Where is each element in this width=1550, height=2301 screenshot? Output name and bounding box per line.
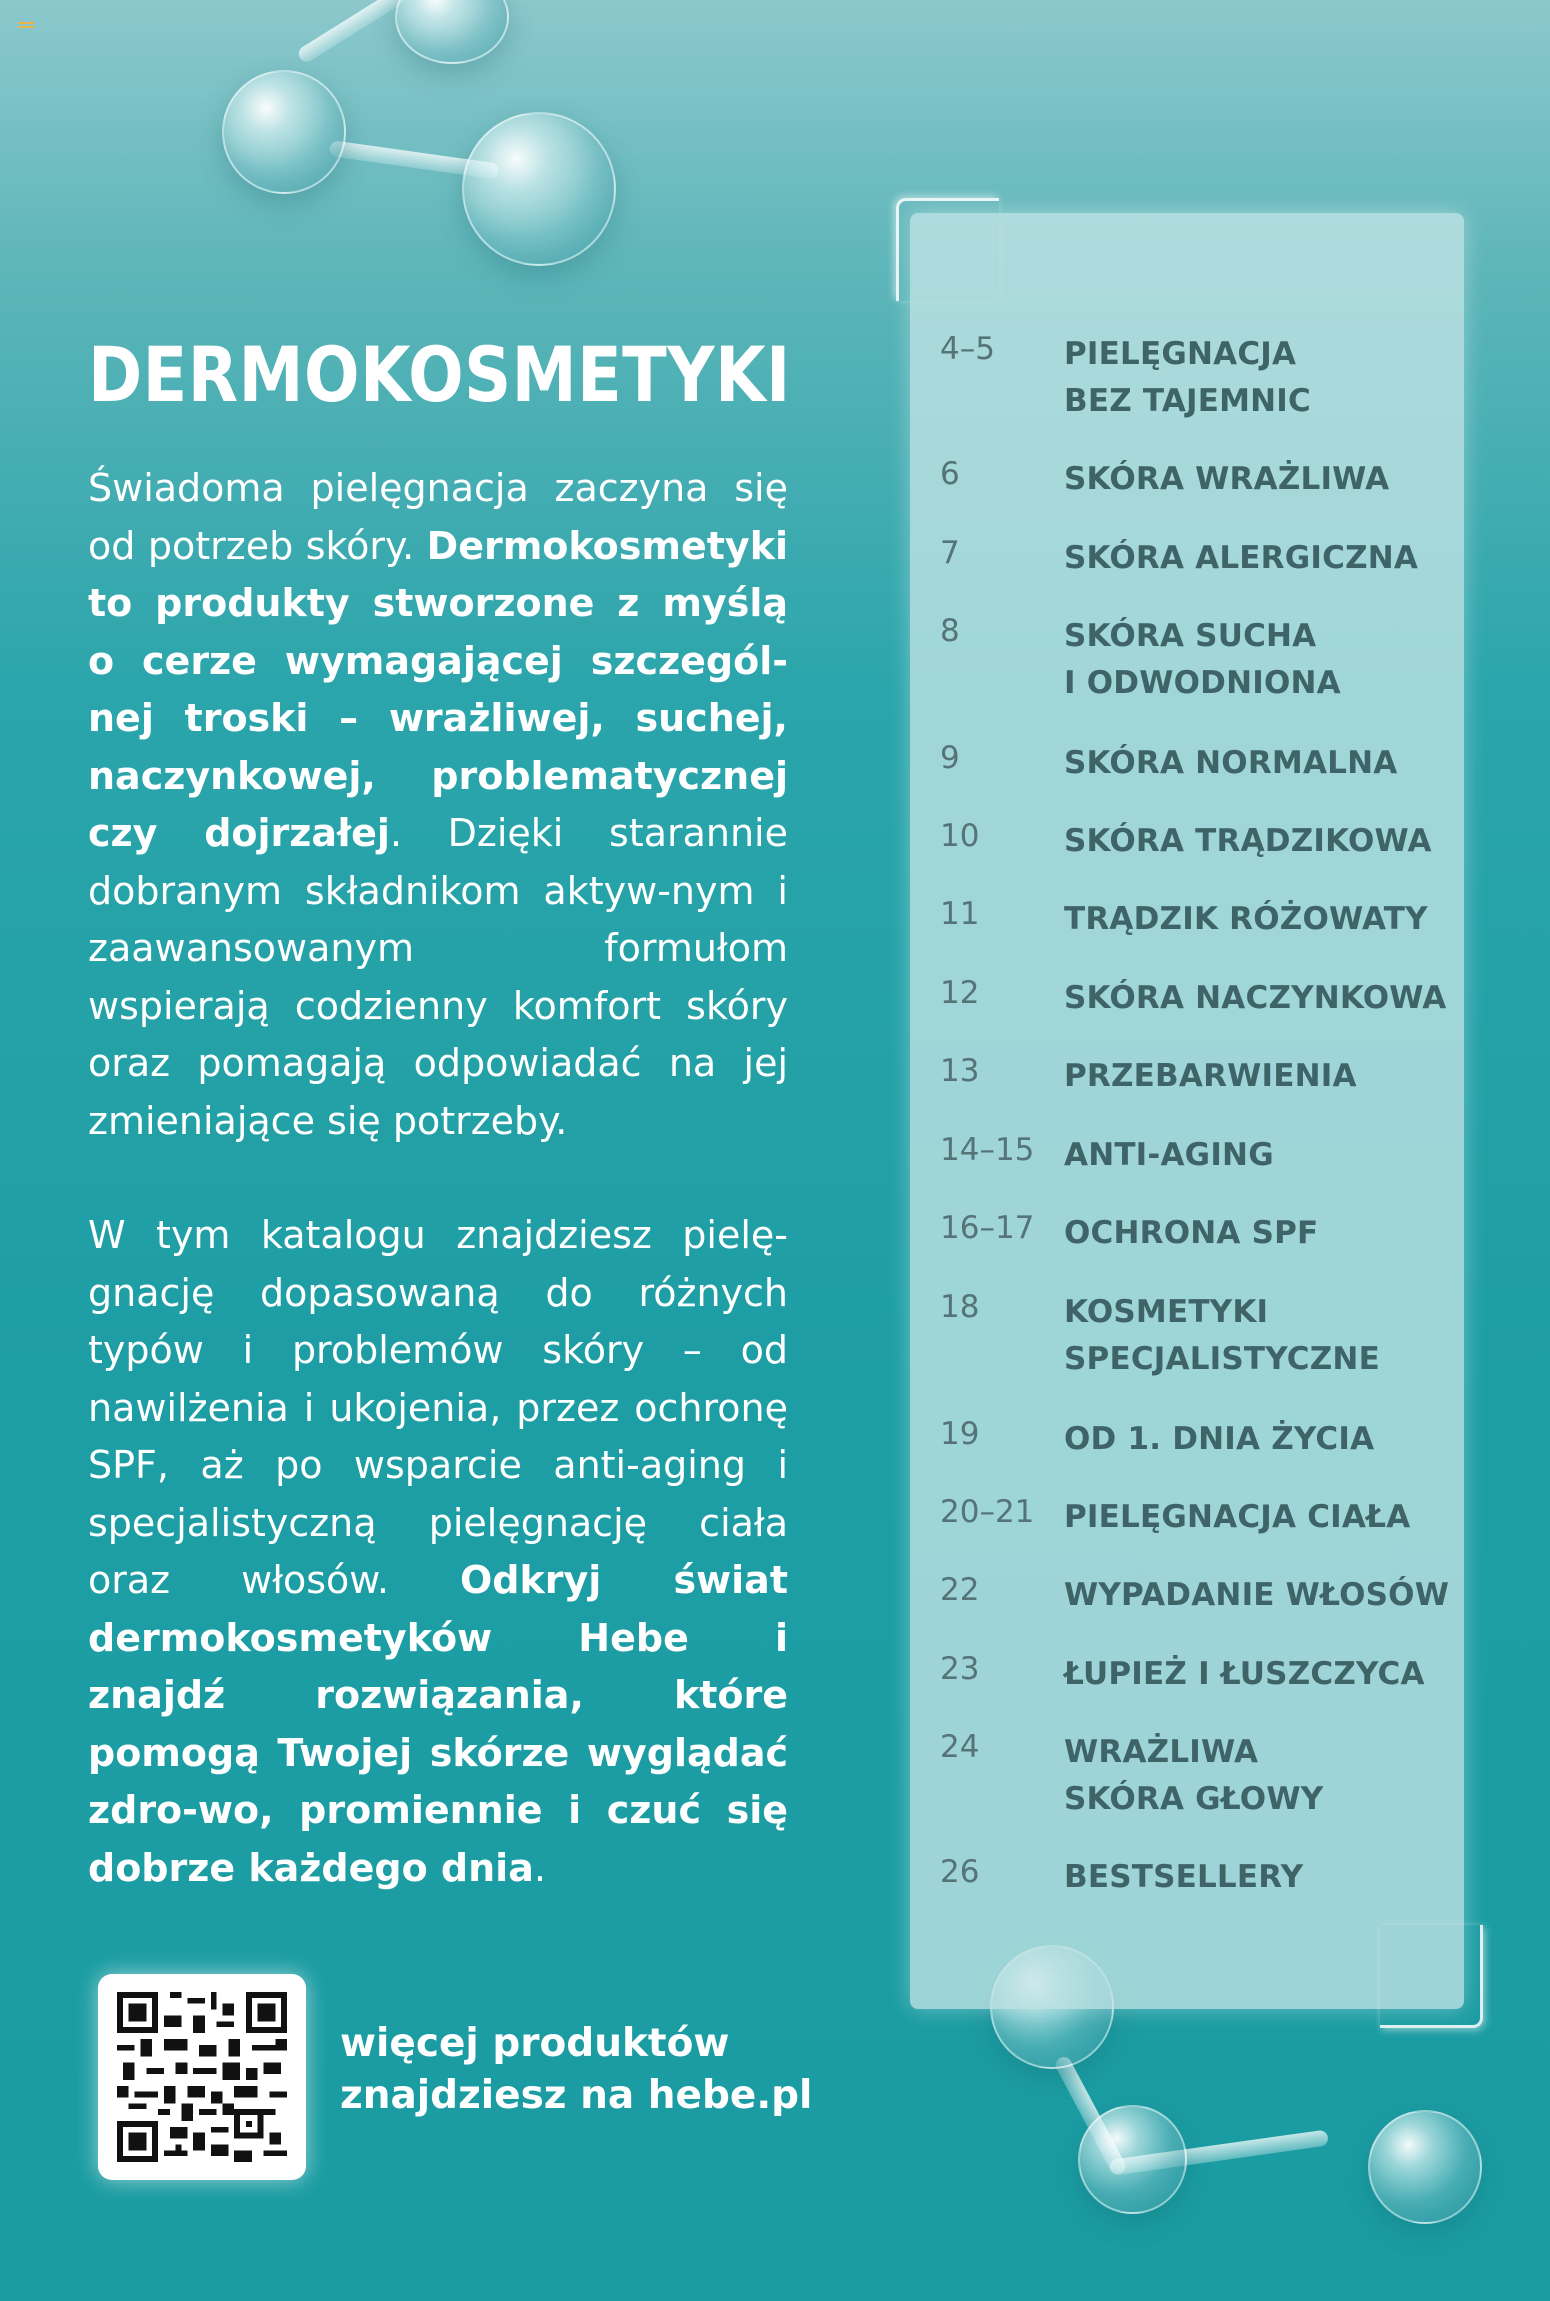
toc-page-number: 20–21: [940, 1494, 1035, 1530]
intro-p2-bold: Odkryj świat dermokosmetyków Hebe i znajdź rozwiązania, które pomogą Twojej skórze wyglądać zdro-wo, promiennie i czuć się dobrze każdego dnia: [88, 1558, 788, 1890]
toc-page-number: 23: [940, 1651, 980, 1687]
toc-page-number: 4–5: [940, 331, 995, 367]
toc-page-number: 7: [940, 535, 960, 571]
intro-paragraph-2: [88, 1207, 788, 1897]
toc-page-number: 18: [940, 1289, 980, 1325]
toc-page-number: 13: [940, 1053, 980, 1089]
toc-page-number: 6: [940, 456, 960, 492]
toc-label: WYPADANIE WŁOSÓW: [1064, 1577, 1450, 1613]
toc-label: ANTI-AGING: [1064, 1137, 1274, 1173]
toc-page-number: 10: [940, 818, 980, 854]
toc-label: OCHRONA SPF: [1064, 1215, 1319, 1251]
qr-code[interactable]: [98, 1974, 306, 2180]
intro-p2-regular: W tym katalogu znajdziesz pielę-gnację dopasowaną do różnych typów i problemów skóry – od nawilżenia i ukojenia, przez ochronę SPF, aż po wsparcie anti-aging i specjalistyczną pielęgnację ciała oraz włosów.: [88, 1213, 788, 1602]
toc-page-number: 26: [940, 1854, 980, 1890]
toc-page-number: 14–15: [940, 1132, 1035, 1168]
toc-label: PRZEBARWIENIA: [1064, 1058, 1357, 1094]
toc-page-number: 11: [940, 896, 980, 932]
more-products-line-2: znajdziesz na hebe.pl: [340, 2073, 813, 2118]
toc-label: SKÓRA TRĄDZIKOWA: [1064, 823, 1432, 859]
intro-p1-regular-b: . Dzięki starannie dobranym składnikom aktyw-nym i zaawansowanym formułom wspierają codzienny komfort skóry oraz pomagają odpowiadać na jej zmieniające się potrzeby.: [88, 811, 788, 1143]
intro-paragraph-1: [88, 460, 788, 1150]
toc-label: TRĄDZIK RÓŻOWATY: [1064, 901, 1428, 937]
toc-label: SKÓRA ALERGICZNA: [1064, 540, 1419, 576]
intro-p2-period: .: [533, 1845, 546, 1890]
toc-label: SKÓRA NORMALNA: [1064, 745, 1398, 781]
toc-label: BESTSELLERY: [1064, 1859, 1304, 1895]
more-products-line-1: więcej produktów: [340, 2021, 730, 2066]
qr-code-icon: [116, 1992, 288, 2162]
toc-page-number: 12: [940, 975, 980, 1011]
toc-label: KOSMETYKI SPECJALISTYCZNE: [1064, 1294, 1380, 1377]
toc-page-number: 9: [940, 740, 960, 776]
panel-glow-bottom: [1380, 1925, 1483, 2028]
more-products-link[interactable]: [340, 2018, 820, 2122]
toc-label: ŁUPIEŻ I ŁUSZCZYCA: [1064, 1656, 1425, 1692]
toc-label: SKÓRA SUCHA I ODWODNIONA: [1064, 618, 1341, 701]
page-title: DERMOKOSMETYKI: [88, 330, 791, 419]
toc-page-number: 16–17: [940, 1210, 1035, 1246]
toc-page-number: 24: [940, 1729, 980, 1765]
toc-label: OD 1. DNIA ŻYCIA: [1064, 1421, 1375, 1457]
molecule-top-icon: [0, 0, 640, 260]
intro-text: [88, 460, 788, 1954]
intro-p1-regular-a: Świadoma pielęgnacja zaczyna się od potrzeb skóry.: [88, 466, 788, 568]
toc-label: WRAŻLIWA SKÓRA GŁOWY: [1064, 1734, 1324, 1817]
toc-label: PIELĘGNACJA BEZ TAJEMNIC: [1064, 336, 1311, 419]
toc-label: PIELĘGNACJA CIAŁA: [1064, 1499, 1411, 1535]
toc-page-number: 22: [940, 1572, 980, 1608]
intro-p1-bold: Dermokosmetyki to produkty stworzone z myślą o cerze wymagającej szczegól-nej troski – wrażliwej, suchej, naczynkowej, problematycznej czy dojrzałej: [88, 523, 788, 855]
toc-page-number: 8: [940, 613, 960, 649]
toc-label: SKÓRA WRAŻLIWA: [1064, 461, 1390, 497]
toc-label: SKÓRA NACZYNKOWA: [1064, 980, 1447, 1016]
toc-page-number: 19: [940, 1416, 980, 1452]
